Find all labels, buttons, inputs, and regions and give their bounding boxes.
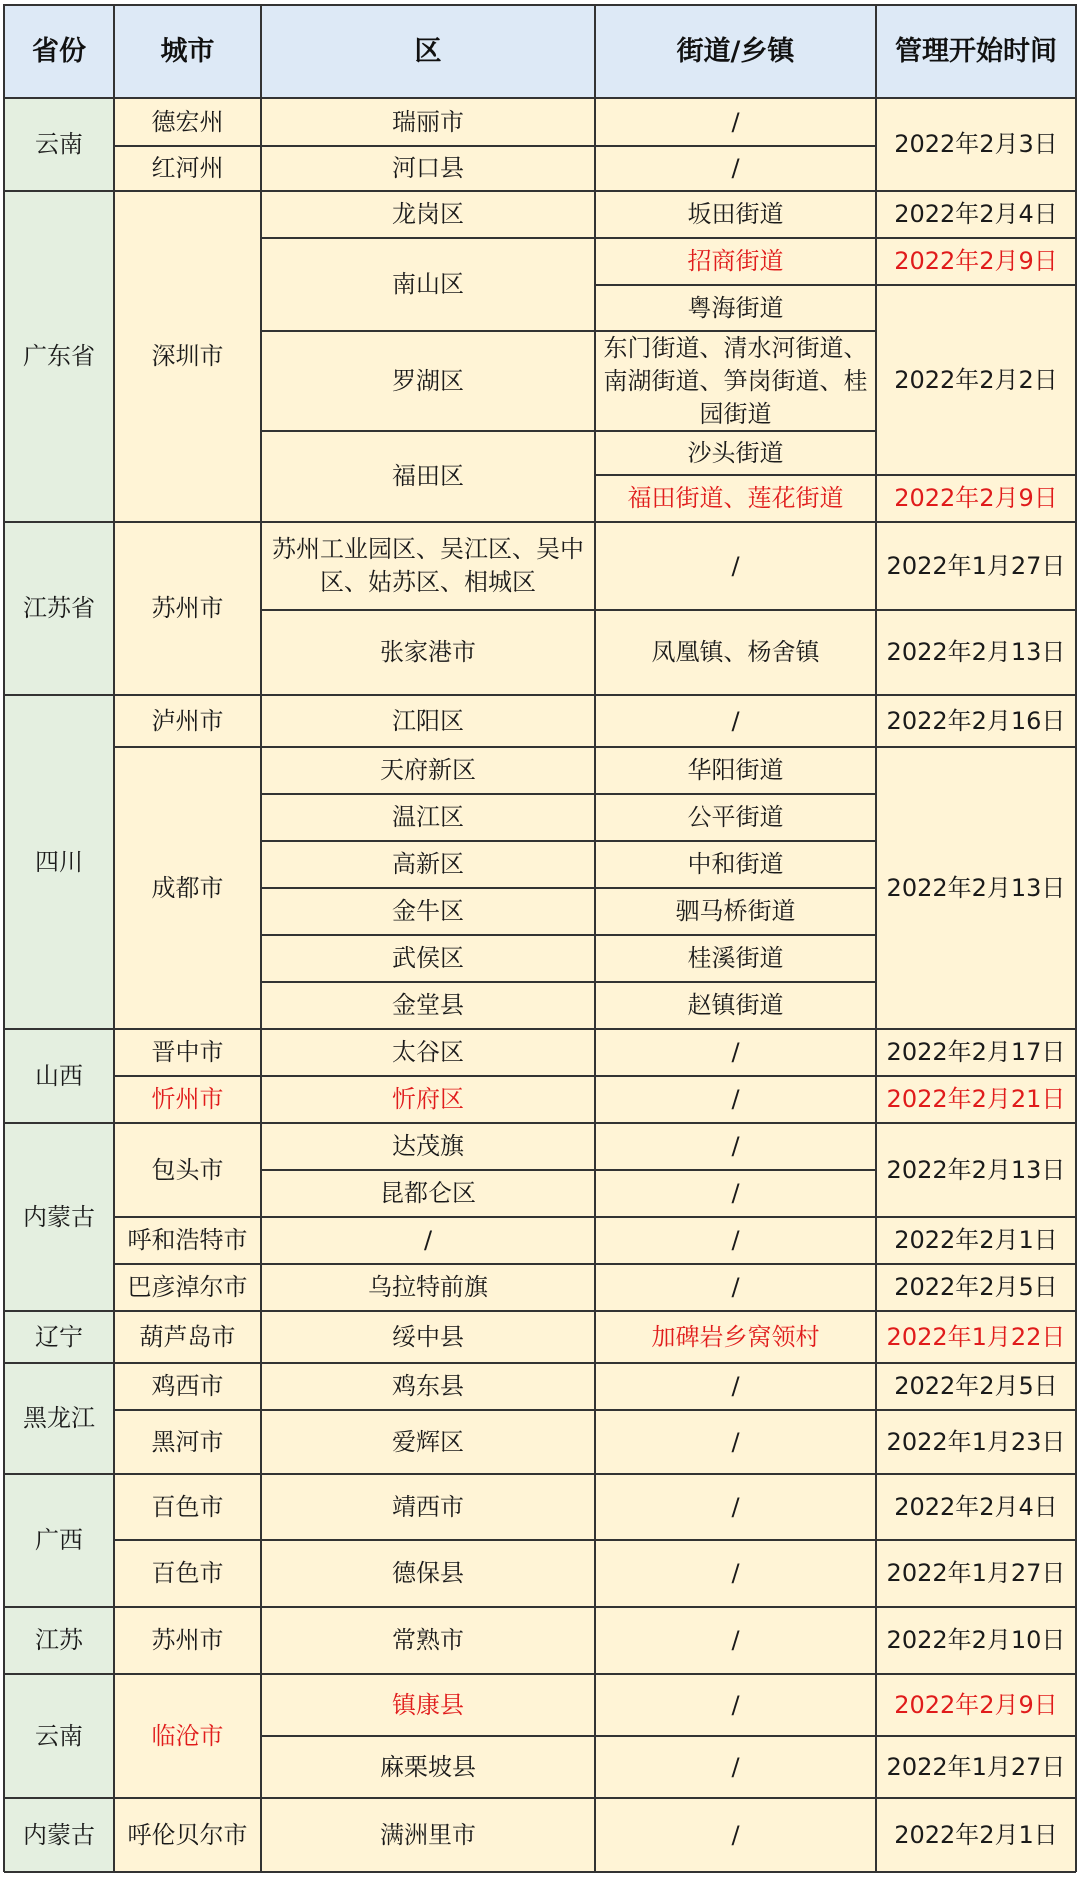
- grid-line: [595, 1673, 876, 1675]
- grid-line: [595, 1871, 876, 1873]
- grid-line: [595, 1606, 876, 1608]
- city-cell: 深圳市: [114, 191, 261, 522]
- grid-line: [261, 934, 595, 936]
- grid-line: [595, 1310, 876, 1312]
- district-cell: 罗湖区: [261, 331, 595, 431]
- date-cell: 2022年2月5日: [876, 1363, 1076, 1410]
- grid-line: [4, 97, 1076, 99]
- street-cell: 加碑岩乡窝领村: [595, 1311, 876, 1363]
- grid-line: [876, 746, 1076, 748]
- grid-line: [3, 4, 5, 1872]
- city-cell: 鸡西市: [114, 1363, 261, 1410]
- grid-line: [595, 1409, 876, 1411]
- district-cell: 张家港市: [261, 610, 595, 695]
- street-cell: /: [595, 1029, 876, 1076]
- grid-line: [114, 1216, 261, 1218]
- district-cell: 靖西市: [261, 1474, 595, 1540]
- date-cell: 2022年2月4日: [876, 191, 1076, 238]
- street-cell: /: [595, 1540, 876, 1607]
- city-cell: 呼和浩特市: [114, 1217, 261, 1264]
- district-cell: 爱辉区: [261, 1410, 595, 1474]
- grid-line: [876, 1216, 1076, 1218]
- city-cell: 德宏州: [114, 98, 261, 146]
- date-cell: 2022年2月13日: [876, 747, 1076, 1029]
- province-cell: 山西: [4, 1029, 114, 1123]
- city-cell: 晋中市: [114, 1029, 261, 1076]
- street-cell: /: [595, 1170, 876, 1217]
- city-cell: 忻州市: [114, 1076, 261, 1123]
- grid-line: [261, 1735, 595, 1737]
- grid-line: [261, 1871, 595, 1873]
- district-cell: 常熟市: [261, 1607, 595, 1674]
- province-cell: 江苏: [4, 1607, 114, 1674]
- province-cell: 辽宁: [4, 1311, 114, 1363]
- street-cell: /: [595, 1736, 876, 1798]
- grid-line: [4, 1362, 114, 1364]
- district-cell: 满洲里市: [261, 1798, 595, 1872]
- grid-line: [876, 1735, 1076, 1737]
- grid-line: [595, 474, 876, 476]
- grid-line: [261, 1673, 595, 1675]
- grid-line: [876, 1310, 1076, 1312]
- street-cell: /: [595, 1363, 876, 1410]
- city-cell: 临沧市: [114, 1674, 261, 1798]
- grid-line: [261, 1028, 595, 1030]
- grid-line: [114, 694, 261, 696]
- street-cell: /: [595, 1264, 876, 1311]
- grid-line: [876, 1122, 1076, 1124]
- district-cell: 瑞丽市: [261, 98, 595, 146]
- city-cell: 泸州市: [114, 695, 261, 747]
- grid-line: [261, 887, 595, 889]
- district-cell: 南山区: [261, 238, 595, 331]
- street-cell: /: [595, 1674, 876, 1736]
- grid-line: [876, 1075, 1076, 1077]
- grid-line: [261, 1797, 595, 1799]
- street-cell: 粤海街道: [595, 285, 876, 331]
- grid-line: [595, 981, 876, 983]
- city-cell: 呼伦贝尔市: [114, 1798, 261, 1872]
- grid-line: [261, 145, 595, 147]
- grid-line: [876, 1606, 1076, 1608]
- date-cell: 2022年2月1日: [876, 1217, 1076, 1264]
- grid-line: [595, 330, 876, 332]
- grid-line: [260, 4, 262, 1872]
- district-cell: 武侯区: [261, 935, 595, 982]
- province-cell: 云南: [4, 98, 114, 191]
- district-cell: 江阳区: [261, 695, 595, 747]
- date-cell: 2022年2月1日: [876, 1798, 1076, 1872]
- grid-line: [595, 1028, 876, 1030]
- street-cell: /: [595, 146, 876, 191]
- grid-line: [261, 430, 595, 432]
- street-cell: /: [595, 1798, 876, 1872]
- street-cell: 凤凰镇、杨舍镇: [595, 610, 876, 695]
- grid-line: [595, 1473, 876, 1475]
- grid-line: [114, 1409, 261, 1411]
- grid-line: [261, 1606, 595, 1608]
- province-cell: 四川: [4, 695, 114, 1029]
- column-header-street: 街道/乡镇: [595, 4, 876, 98]
- date-cell: 2022年2月9日: [876, 475, 1076, 522]
- grid-line: [261, 330, 595, 332]
- grid-line: [595, 1797, 876, 1799]
- column-header-city: 城市: [114, 4, 261, 98]
- grid-line: [595, 1735, 876, 1737]
- grid-line: [595, 1362, 876, 1364]
- grid-line: [114, 521, 261, 523]
- street-cell: /: [595, 1410, 876, 1474]
- grid-line: [4, 1797, 114, 1799]
- street-cell: 中和街道: [595, 841, 876, 888]
- street-cell: /: [595, 1474, 876, 1540]
- district-cell: 太谷区: [261, 1029, 595, 1076]
- street-cell: 华阳街道: [595, 747, 876, 794]
- district-cell: 苏州工业园区、吴江区、吴中区、姑苏区、相城区: [261, 522, 595, 610]
- street-cell: /: [595, 695, 876, 747]
- date-cell: 2022年1月27日: [876, 1540, 1076, 1607]
- district-cell: 达茂旗: [261, 1123, 595, 1170]
- city-cell: 葫芦岛市: [114, 1311, 261, 1363]
- district-cell: 福田区: [261, 431, 595, 522]
- city-cell: 黑河市: [114, 1410, 261, 1474]
- grid-line: [4, 190, 114, 192]
- grid-line: [876, 521, 1076, 523]
- date-cell: 2022年2月13日: [876, 610, 1076, 695]
- grid-line: [114, 1362, 261, 1364]
- grid-line: [114, 145, 261, 147]
- grid-line: [114, 1263, 261, 1265]
- district-cell: 天府新区: [261, 747, 595, 794]
- grid-line: [876, 1673, 1076, 1675]
- grid-line: [876, 694, 1076, 696]
- grid-line: [4, 1028, 114, 1030]
- grid-line: [4, 1606, 114, 1608]
- city-cell: 苏州市: [114, 522, 261, 695]
- date-cell: 2022年2月17日: [876, 1029, 1076, 1076]
- district-cell: 昆都仑区: [261, 1170, 595, 1217]
- grid-line: [595, 793, 876, 795]
- date-cell: 2022年2月2日: [876, 285, 1076, 475]
- grid-line: [876, 237, 1076, 239]
- grid-line: [595, 1263, 876, 1265]
- street-cell: 东门街道、清水河街道、南湖街道、笋岗街道、桂园街道: [595, 331, 876, 431]
- date-cell: 2022年1月27日: [876, 522, 1076, 610]
- grid-line: [595, 430, 876, 432]
- street-cell: /: [595, 1217, 876, 1264]
- grid-line: [876, 284, 1076, 286]
- district-cell: 金牛区: [261, 888, 595, 935]
- grid-line: [261, 190, 595, 192]
- grid-line: [261, 1409, 595, 1411]
- grid-line: [595, 190, 876, 192]
- street-cell: 招商街道: [595, 238, 876, 285]
- grid-line: [4, 4, 1076, 6]
- grid-line: [876, 1028, 1076, 1030]
- grid-line: [4, 1310, 114, 1312]
- date-cell: 2022年2月4日: [876, 1474, 1076, 1540]
- street-cell: /: [595, 1607, 876, 1674]
- grid-line: [261, 694, 595, 696]
- date-cell: 2022年2月3日: [876, 98, 1076, 191]
- grid-line: [876, 1473, 1076, 1475]
- grid-line: [261, 746, 595, 748]
- grid-line: [114, 1539, 261, 1541]
- grid-line: [4, 1473, 114, 1475]
- grid-line: [876, 474, 1076, 476]
- street-cell: /: [595, 522, 876, 610]
- street-cell: /: [595, 1123, 876, 1170]
- province-cell: 黑龙江: [4, 1363, 114, 1474]
- grid-line: [114, 190, 261, 192]
- province-cell: 云南: [4, 1674, 114, 1798]
- grid-line: [261, 981, 595, 983]
- grid-line: [876, 1797, 1076, 1799]
- grid-line: [595, 746, 876, 748]
- grid-line: [595, 1216, 876, 1218]
- grid-line: [595, 145, 876, 147]
- province-cell: 广西: [4, 1474, 114, 1607]
- date-cell: 2022年1月22日: [876, 1311, 1076, 1363]
- grid-line: [876, 609, 1076, 611]
- district-cell: 鸡东县: [261, 1363, 595, 1410]
- district-cell: 温江区: [261, 794, 595, 841]
- grid-line: [595, 887, 876, 889]
- city-cell: 包头市: [114, 1123, 261, 1217]
- grid-line: [595, 284, 876, 286]
- grid-line: [261, 1122, 595, 1124]
- grid-line: [261, 1539, 595, 1541]
- street-cell: /: [595, 98, 876, 146]
- grid-line: [595, 237, 876, 239]
- district-cell: /: [261, 1217, 595, 1264]
- grid-line: [261, 1216, 595, 1218]
- district-cell: 高新区: [261, 841, 595, 888]
- grid-line: [595, 521, 876, 523]
- date-cell: 2022年2月13日: [876, 1123, 1076, 1217]
- grid-line: [876, 1409, 1076, 1411]
- street-cell: 福田街道、莲花街道: [595, 475, 876, 522]
- city-cell: 百色市: [114, 1540, 261, 1607]
- grid-line: [595, 1169, 876, 1171]
- date-cell: 2022年2月16日: [876, 695, 1076, 747]
- grid-line: [114, 1028, 261, 1030]
- grid-line: [114, 1473, 261, 1475]
- district-cell: 绥中县: [261, 1311, 595, 1363]
- grid-line: [114, 1310, 261, 1312]
- district-cell: 乌拉特前旗: [261, 1264, 595, 1311]
- city-cell: 成都市: [114, 747, 261, 1029]
- date-cell: 2022年2月9日: [876, 1674, 1076, 1736]
- district-cell: 德保县: [261, 1540, 595, 1607]
- grid-line: [876, 1539, 1076, 1541]
- grid-line: [114, 1871, 261, 1873]
- grid-line: [261, 1263, 595, 1265]
- grid-line: [4, 1122, 114, 1124]
- district-cell: 河口县: [261, 146, 595, 191]
- city-cell: 巴彦淖尔市: [114, 1264, 261, 1311]
- city-cell: 红河州: [114, 146, 261, 191]
- grid-line: [4, 1871, 114, 1873]
- date-cell: 2022年2月10日: [876, 1607, 1076, 1674]
- district-cell: 麻栗坡县: [261, 1736, 595, 1798]
- grid-line: [114, 746, 261, 748]
- grid-line: [261, 1310, 595, 1312]
- date-cell: 2022年1月27日: [876, 1736, 1076, 1798]
- province-cell: 广东省: [4, 191, 114, 522]
- date-cell: 2022年1月23日: [876, 1410, 1076, 1474]
- grid-line: [595, 934, 876, 936]
- grid-line: [595, 840, 876, 842]
- province-cell: 江苏省: [4, 522, 114, 695]
- grid-line: [114, 1122, 261, 1124]
- grid-line: [595, 609, 876, 611]
- grid-line: [114, 1075, 261, 1077]
- province-cell: 内蒙古: [4, 1798, 114, 1872]
- grid-line: [261, 793, 595, 795]
- column-header-province: 省份: [4, 4, 114, 98]
- grid-line: [261, 1362, 595, 1364]
- grid-line: [261, 609, 595, 611]
- grid-line: [595, 1122, 876, 1124]
- street-cell: 公平街道: [595, 794, 876, 841]
- street-cell: 桂溪街道: [595, 935, 876, 982]
- grid-line: [261, 1473, 595, 1475]
- column-header-date: 管理开始时间: [876, 4, 1076, 98]
- grid-line: [4, 1673, 114, 1675]
- street-cell: 坂田街道: [595, 191, 876, 238]
- street-cell: 沙头街道: [595, 431, 876, 475]
- district-cell: 镇康县: [261, 1674, 595, 1736]
- grid-line: [114, 1606, 261, 1608]
- district-cell: 金堂县: [261, 982, 595, 1029]
- date-cell: 2022年2月9日: [876, 238, 1076, 285]
- grid-line: [4, 694, 114, 696]
- grid-line: [595, 1539, 876, 1541]
- grid-line: [876, 1263, 1076, 1265]
- grid-line: [261, 521, 595, 523]
- grid-line: [4, 521, 114, 523]
- street-cell: /: [595, 1076, 876, 1123]
- grid-line: [114, 1673, 261, 1675]
- date-cell: 2022年2月5日: [876, 1264, 1076, 1311]
- grid-line: [113, 4, 115, 1872]
- grid-line: [595, 1075, 876, 1077]
- street-cell: 赵镇街道: [595, 982, 876, 1029]
- grid-line: [595, 694, 876, 696]
- grid-line: [261, 1169, 595, 1171]
- city-cell: 百色市: [114, 1474, 261, 1540]
- street-cell: 驷马桥街道: [595, 888, 876, 935]
- grid-line: [876, 1362, 1076, 1364]
- date-cell: 2022年2月21日: [876, 1076, 1076, 1123]
- grid-line: [876, 190, 1076, 192]
- province-cell: 内蒙古: [4, 1123, 114, 1311]
- column-header-district: 区: [261, 4, 595, 98]
- city-cell: 苏州市: [114, 1607, 261, 1674]
- grid-line: [114, 1797, 261, 1799]
- grid-line: [261, 840, 595, 842]
- grid-line: [876, 1871, 1076, 1873]
- district-cell: 忻府区: [261, 1076, 595, 1123]
- district-cell: 龙岗区: [261, 191, 595, 238]
- grid-line: [261, 237, 595, 239]
- grid-line: [261, 1075, 595, 1077]
